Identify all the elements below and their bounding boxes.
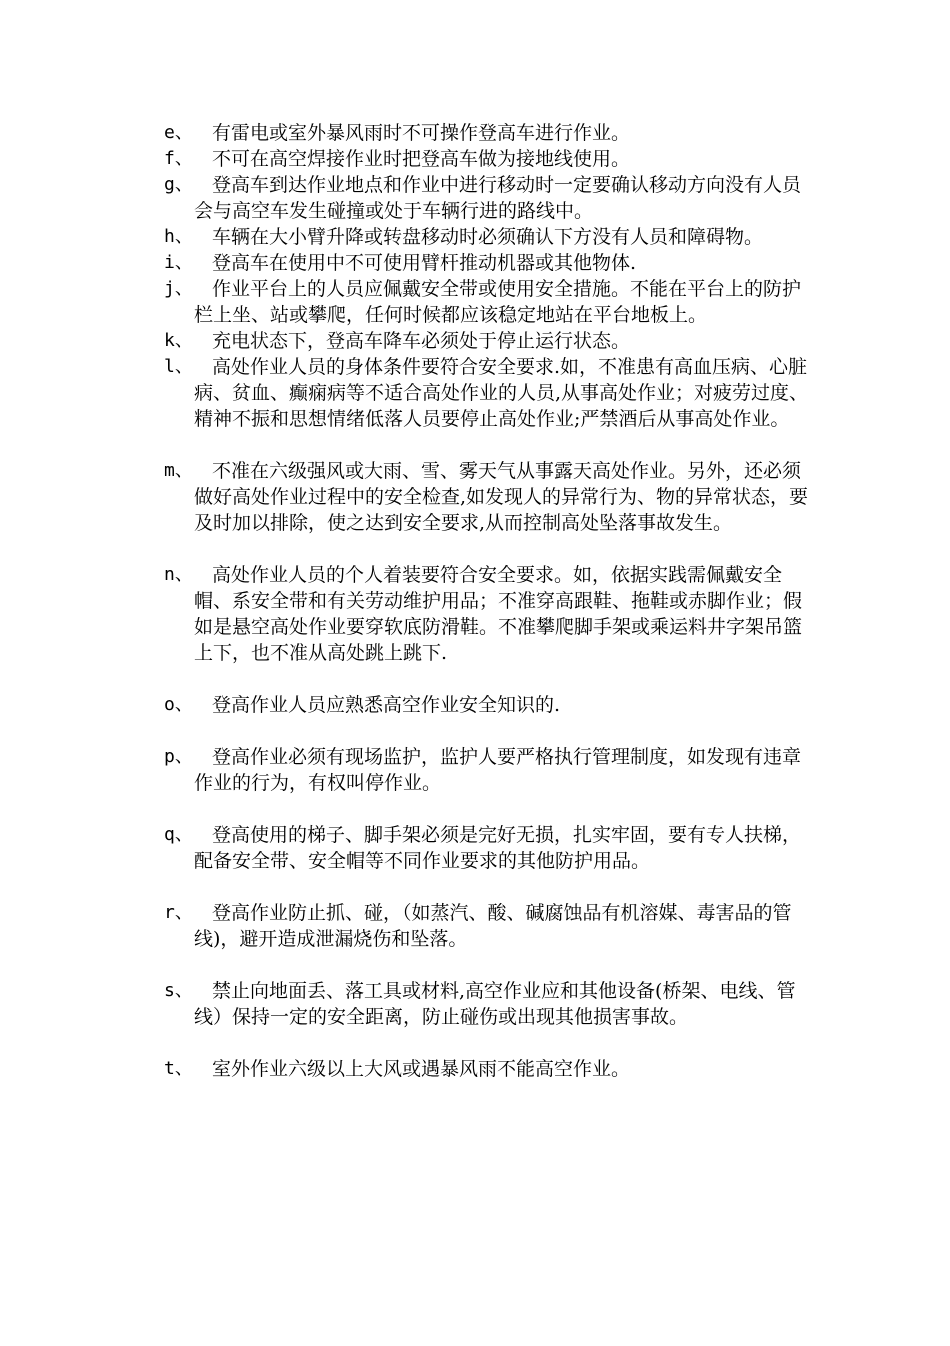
list-item <box>164 822 814 874</box>
item-text: 登高使用的梯子、脚手架必须是完好无损，扎实牢固，要有专人扶梯，配备安全带、安全帽等不同作业要求的其他防护用品。 <box>194 824 802 872</box>
item-text: 室外作业六级以上大风或遇暴风雨不能高空作业。 <box>212 1058 631 1080</box>
list-item <box>164 744 814 796</box>
item-text: 禁止向地面丢、落工具或材料,高空作业应和其他设备(桥架、电线、管线）保持一定的安全距离，防止碰伤或出现其他损害事故。 <box>194 980 796 1028</box>
item-marker: e、 <box>164 122 193 143</box>
item-marker: g、 <box>164 174 193 195</box>
list-item <box>164 1056 814 1082</box>
item-text: 不可在高空焊接作业时把登高车做为接地线使用。 <box>212 148 631 170</box>
safety-rules-list <box>164 120 814 1082</box>
item-text: 充电状态下，登高车降车必须处于停止运行状态。 <box>212 330 631 352</box>
item-text: 登高作业必须有现场监护，监护人要严格执行管理制度，如发现有违章作业的行为，有权叫停作业。 <box>194 746 802 794</box>
item-text: 作业平台上的人员应佩戴安全带或使用安全措施。不能在平台上的防护栏上坐、站或攀爬，任何时候都应该稳定地站在平台地板上。 <box>194 278 802 326</box>
item-marker: f、 <box>164 148 193 169</box>
list-item <box>164 354 814 432</box>
list-item <box>164 146 814 172</box>
item-marker: n、 <box>164 564 193 585</box>
item-text: 不准在六级强风或大雨、雪、雾天气从事露天高处作业。另外，还必须做好高处作业过程中的安全检查,如发现人的异常行为、物的异常状态，要及时加以排除，使之达到安全要求,从而控制高处坠落事故发生。 <box>194 460 809 534</box>
list-item <box>164 692 814 718</box>
item-marker: r、 <box>164 902 193 923</box>
item-text: 高处作业人员的身体条件要符合安全要求.如，不准患有高血压病、心脏病、贫血、癫痫病等不适合高处作业的人员,从事高处作业；对疲劳过度、精神不振和思想情绪低落人员要停止高处作业;严禁酒后从事高处作业。 <box>194 356 809 430</box>
item-marker: q、 <box>164 824 193 845</box>
item-text: 登高车到达作业地点和作业中进行移动时一定要确认移动方向没有人员会与高空车发生碰撞或处于车辆行进的路线中。 <box>194 174 802 222</box>
list-item <box>164 120 814 146</box>
item-text: 有雷电或室外暴风雨时不可操作登高车进行作业。 <box>212 122 631 144</box>
item-marker: j、 <box>164 278 193 299</box>
list-item <box>164 328 814 354</box>
item-marker: s、 <box>164 980 193 1001</box>
item-marker: p、 <box>164 746 193 767</box>
item-marker: l、 <box>164 356 193 377</box>
list-item <box>164 978 814 1030</box>
list-item <box>164 250 814 276</box>
item-marker: h、 <box>164 226 193 247</box>
item-marker: m、 <box>164 460 193 481</box>
list-item <box>164 458 814 536</box>
item-text: 车辆在大小臂升降或转盘移动时必须确认下方没有人员和障碍物。 <box>212 226 764 248</box>
list-item <box>164 224 814 250</box>
list-item <box>164 276 814 328</box>
item-marker: t、 <box>164 1058 193 1079</box>
item-text: 登高作业人员应熟悉高空作业安全知识的. <box>212 694 561 716</box>
item-text: 登高车在使用中不可使用臂杆推动机器或其他物体. <box>212 252 637 274</box>
list-item <box>164 172 814 224</box>
item-text: 高处作业人员的个人着装要符合安全要求。如，依据实践需佩戴安全帽、系安全带和有关劳动维护用品；不准穿高跟鞋、拖鞋或赤脚作业；假如是悬空高处作业要穿软底防滑鞋。不准攀爬脚手架或乘运料井字架吊篮上下，也不准从高处跳上跳下. <box>194 564 803 664</box>
list-item <box>164 900 814 952</box>
list-item <box>164 562 814 666</box>
item-text: 登高作业防止抓、碰，（如蒸汽、酸、碱腐蚀品有机溶媒、毒害品的管线)，避开造成泄漏烧伤和坠落。 <box>194 902 792 950</box>
item-marker: k、 <box>164 330 193 351</box>
item-marker: o、 <box>164 694 193 715</box>
item-marker: i、 <box>164 252 193 273</box>
